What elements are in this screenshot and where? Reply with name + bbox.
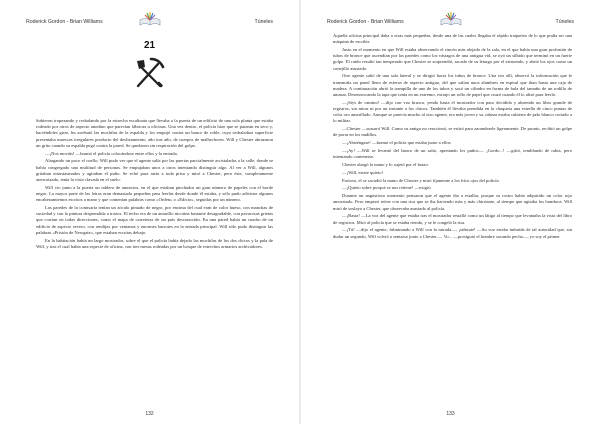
paragraph: Justo en el momento en que Will estaba observando el rincón más alejado de la sala, en el que había una gran profusión de tubos de bronce que ascendían por las paredes como los vástagos de una antigua vid, se oyó un silbido que terminó en un fuerte golpe. El ruido resultó tan inesperado que Chester se sorprendió, sacado de su letargo por el estruendo, y abrió los ojos como un conejillo asustado. bbox=[333, 47, 572, 71]
paragraph: —¡Stys de camino! —dijo con voz brusca, yendo hasta el mostrador con paso decidido y abriendo un libro grande de registros, sin mirar ni por un instante a los chicos. También él llevaba prendida en la chaqueta una estrella de cinco puntas de color oro amarillado. Aunque se parecía mucho al otro agente, era más joven y su cabeza estaba cubierta de pelo blanco cortado a lo militar. bbox=[333, 99, 572, 124]
paragraph: Subieron tropezando y resbalando por la estrecha escalinata que llevaba a la puerta de un edificio de una sola planta que estaba rodeado por otros de aspecto anodino que parecían fábricas u oficinas. Una vez dentro, el policía hizo que se pararan en seco y, haciéndoles girar, les arrebató las mochilas de la espalda y los empujó contra un banco de roble, cuya resbaladiza superficie presentaba muescas irregulares producto del deslizamiento, año tras año, de cuerpos de malhechores. Will y Chester abrazaron un grito cuando su espalda pegó contra la pared. Se quedaron sin respiración del golpe. bbox=[36, 118, 273, 148]
running-header bbox=[327, 15, 574, 29]
paragraph: En la habitación había un largo mostrador, sobre el que el policía había dejado las mochilas de los dos chicos y la pala de Will, y tras el cual había una especie de oficina, con tres mesas rodeadas por un bosque de estrechos armarios archivadores. bbox=[36, 237, 273, 249]
paragraph: —¡Tú! —dijo el agente, fulminando a Will con la mirada—, ¡siéntate! —Su voz estaba imbuida de tal autoridad que, sin dudar un segundo, Will volvió a sentarse junto a Chester—. Vo... —prosiguió el hombre sacando pecho—, yo soy el primer bbox=[333, 227, 572, 239]
paragraph: Furioso, el se sacudió la mano de Chester y miró fijamente a los fríos ojos del policía. bbox=[342, 177, 500, 183]
header-title: Túneles bbox=[254, 19, 273, 25]
paragraph: Will vio junto a la puerta un tablero de anuncios, en el que estaban pinchados un gran número de papeles con el borde negro. La mayor parte de las letras eran demasiado pequeñas para leerlas desde donde él estaba, y sólo pudo adivinar algunos encabezamientos escritos a mano y que contenían palabras como «Orden» o «Edicto», seguidas por un número. bbox=[36, 184, 273, 203]
paragraph: Otro agente salió de una sala lateral y se dirigió hacia los tubos de bronce. Una vez allí, observó la información que le transmitía un panel lleno de esferas de aspecto antiguo, del que salían unos alambres en espiral que iban hasta una caja de madera. A continuación abrió la trampilla de uno de los tubos y sacó un cilindro en forma de bala del tamaño de un rodillo de amasar. Desenroscando la tapa que tenía en un extremo, extrajo un rollo de papel que cruzó cuando él lo alisó para leerlo. bbox=[333, 73, 572, 98]
running-header bbox=[26, 15, 273, 29]
paragraph: —¡Absténgase! —bramó el policía que estaba junto a ellos. bbox=[342, 140, 452, 146]
paragraph: —¡Nos mováis! —bramó el policía colocándose entre ellos y la entrada. bbox=[45, 150, 178, 156]
header-authors: Roderick Gordon - Brian Williams bbox=[327, 19, 404, 25]
paragraph: —¡Will, estate quieto! bbox=[342, 169, 384, 175]
paragraph: Durante un angustioso momento pensaron que el agente iba a estallar, porque su rostro había adquirido un color rojo amoratado. Pero empezó reírse con una risa que se iba haciendo más y más chirriante, al tiempo que agitaba los hombros. Will miró de soslayo a Chester, que observaba asustado al policía. bbox=[333, 193, 572, 211]
paragraph: Las paredes de la comisaría tenían un zócalo pintado de negro, por encima del cual eran de color hueso, con manchas de suciedad y con la pintura desprendida a trozos. El techo era de un amarillo nicotina bastante desagradable, con pavorosas grietas que corrían en todas direcciones, como el mapa de carreteras de un país desconocido. En una pared había un cuadro de un edificio de aspecto severo, con rendijas por ventanas y enormes barrotes en la entrada principal. Will sólo pudo distinguir las palabras «Prisión de Newgate», que estaban escritas debajo. bbox=[36, 205, 273, 235]
book-logo-icon bbox=[439, 11, 463, 29]
page-number: 132 bbox=[145, 411, 154, 417]
header-authors: Roderick Gordon - Brian Williams bbox=[26, 19, 103, 25]
paragraph: —¡Ay! —Will se levantó del banco de un salto, apretando los puños—. ¡Gordo...! —gritó, temblando de rabia, pero intentando contenerse. bbox=[333, 148, 572, 160]
paragraph: —Chester —susurró Will. Como su amigo no reaccionó, se estiró para zarandearle ligeramente. De pronto, recibió un golpe de porra en los nudillos. bbox=[333, 126, 572, 138]
right-page bbox=[300, 0, 600, 424]
right-body-text bbox=[333, 33, 572, 241]
pick-and-shovel-icon bbox=[132, 56, 166, 90]
book-logo-icon bbox=[138, 11, 162, 29]
paragraph: Chester alargó la mano y lo sujetó por el brazo. bbox=[342, 162, 429, 168]
paragraph: —¡Basta! —La voz del agente que estaba tras el mostrador restalló como un látigo al tiempo que levantaba la vista del libro de registros. Miró al policía que se estaba riendo, y se le congeló la risa. bbox=[333, 213, 572, 225]
left-body-text bbox=[36, 118, 273, 252]
header-title: Túneles bbox=[555, 19, 574, 25]
paragraph: Aquella oficina principal daba a otras más pequeñas, desde una de las cuales llegaba el rápido traqueteo de lo que podía ser una máquina de escribir. bbox=[333, 33, 572, 45]
page-number: 133 bbox=[446, 411, 455, 417]
paragraph: Alargando un poco el cuello, Will pudo ver que el agente salía por las puertas parcialmente acristaladas a la calle, donde se había congregado una multitud de personas. Se empujaban unos a otros intentando distinguir algo. Al ver a Will, algunos gritaban entusiasmados y agitaban el puño. Se echó para atrás a toda prisa y miró a Chester, pero éste, completamente aterrorizado, tenía la vista clavada en el suelo. bbox=[36, 158, 273, 183]
chapter-number: 21 bbox=[143, 40, 156, 51]
paragraph: —¡Quieto sobre porqué se nos retiene! —exigió. bbox=[342, 185, 432, 191]
